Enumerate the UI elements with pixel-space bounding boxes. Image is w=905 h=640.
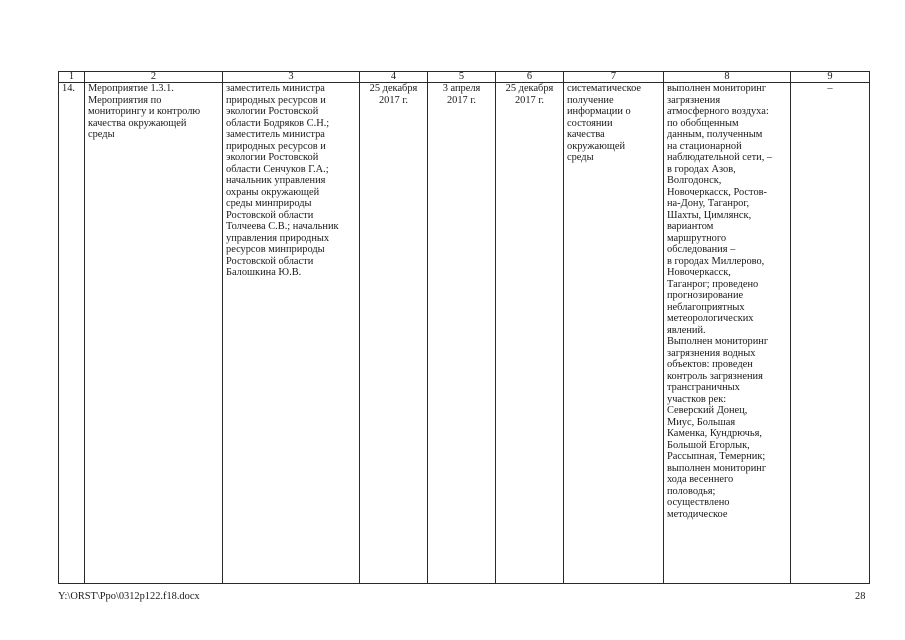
text-line: начальник управления	[226, 175, 326, 186]
text-line: охраны окружающей	[226, 186, 320, 198]
text-line: информации о	[567, 106, 631, 117]
text-line: 25 декабря	[369, 83, 418, 94]
text-line: 25 декабря	[505, 83, 554, 94]
text-line: загрязнения	[667, 94, 721, 106]
text-line: по обобщенным	[667, 117, 739, 129]
text-line: маршрутного	[667, 232, 727, 244]
problems-cell: –	[791, 83, 870, 584]
column-number: 8	[664, 72, 791, 83]
row-number: 14.	[59, 83, 85, 584]
text-line: систематическое	[567, 83, 642, 94]
text-line: получение	[567, 94, 614, 106]
text-line: в городах Азов,	[667, 163, 736, 175]
text-line: состоянии	[567, 117, 613, 129]
text-line: ресурсов минприроды	[226, 244, 325, 255]
event-cell	[85, 83, 223, 584]
text-line: метеорологических	[667, 313, 754, 324]
column-number: 2	[85, 72, 223, 83]
plan-start-cell	[360, 83, 428, 584]
plan-end-cell	[428, 83, 496, 584]
text-line: на стационарной	[667, 140, 742, 152]
text-line: Северский Донец,	[667, 405, 748, 416]
text-line: выполнен мониторинг	[667, 462, 767, 474]
column-number: 3	[223, 72, 360, 83]
responsible-cell	[223, 83, 360, 584]
document-page	[58, 71, 869, 584]
text-line: контроль загрязнения	[667, 370, 763, 382]
text-line: экологии Ростовской	[226, 106, 319, 117]
text-line: природных ресурсов и	[226, 94, 326, 106]
text-line: участков рек:	[667, 393, 727, 405]
text-line: качества	[567, 129, 605, 140]
text-line: обследования –	[667, 244, 736, 255]
text-line: хода весеннего	[667, 474, 734, 485]
text-line: среды	[567, 152, 594, 163]
text-line: на-Дону, Таганрог,	[667, 198, 750, 209]
text-line: 2017 г.	[514, 94, 545, 106]
text-line: наблюдательной сети, –	[667, 152, 773, 163]
column-number: 4	[360, 72, 428, 83]
report-table	[58, 71, 870, 584]
text-line: Балошкина Ю.В.	[226, 267, 302, 278]
file-path: Y:\ORST\Ppo\0312p122.f18.docx	[58, 591, 200, 602]
text-line: Новочеркасск,	[667, 267, 731, 278]
text-line: неблагоприятных	[667, 301, 745, 313]
text-line: Рассыпная, Темерник;	[667, 451, 766, 462]
text-line: заместитель министра	[226, 129, 325, 140]
text-line: Ростовской области	[226, 209, 314, 221]
fact-end-cell	[496, 83, 564, 584]
text-line: прогнозирование	[667, 290, 744, 301]
text-line: Таганрог; проведено	[667, 278, 759, 290]
text-line: мониторингу и контролю	[88, 106, 201, 117]
text-line: экологии Ростовской	[226, 152, 319, 163]
page-number: 28	[855, 591, 866, 602]
text-line: 3 апреля	[442, 83, 481, 94]
expected-result-cell	[564, 83, 664, 584]
text-line: трансграничных	[667, 382, 740, 393]
text-line: Большой Егорлык,	[667, 439, 750, 451]
text-line: Новочеркасск, Ростов-	[667, 186, 768, 198]
text-line: Шахты, Цимлянск,	[667, 209, 752, 221]
text-line: методическое	[667, 508, 728, 520]
text-line: в городах Миллерово,	[667, 255, 765, 267]
text-line: осуществлено	[667, 497, 730, 508]
column-number: 9	[791, 72, 870, 83]
table-row	[59, 83, 870, 584]
text-line: Выполнен мониторинг	[667, 336, 769, 347]
column-number-row	[59, 72, 870, 83]
text-line: Толчеева С.В.; начальник	[226, 221, 339, 232]
text-line: области Сенчуков Г.А.;	[226, 163, 329, 175]
text-line: 2017 г.	[378, 94, 409, 106]
text-line: природных ресурсов и	[226, 140, 326, 152]
text-line: Мероприятия по	[88, 94, 162, 106]
text-line: объектов: проведен	[667, 359, 753, 370]
text-line: атмосферного воздуха:	[667, 106, 769, 117]
text-line: среды минприроды	[226, 198, 312, 209]
achieved-result-cell	[664, 83, 791, 584]
text-line: Ростовской области	[226, 255, 314, 267]
text-line: Волгодонск,	[667, 175, 722, 186]
column-number: 5	[428, 72, 496, 83]
text-line: явлений.	[667, 324, 706, 336]
text-line: Миус, Большая	[667, 416, 736, 428]
text-line: Каменка, Кундрючья,	[667, 428, 762, 439]
text-line: выполнен мониторинг	[667, 83, 767, 94]
text-line: среды	[88, 129, 115, 140]
text-line: вариантом	[667, 221, 714, 232]
text-line: Мероприятие 1.3.1.	[88, 83, 174, 94]
text-line: заместитель министра	[226, 83, 325, 94]
text-line: загрязнения водных	[667, 347, 756, 359]
column-number: 7	[564, 72, 664, 83]
column-number: 6	[496, 72, 564, 83]
text-line: качества окружающей	[88, 117, 187, 129]
text-line: 2017 г.	[446, 94, 477, 106]
column-number: 1	[59, 72, 85, 83]
text-line: окружающей	[567, 140, 626, 152]
text-line: половодья;	[667, 485, 716, 497]
text-line: данным, полученным	[667, 129, 763, 140]
text-line: управления природных	[226, 232, 330, 244]
text-line: области Бодряков С.Н.;	[226, 117, 330, 129]
